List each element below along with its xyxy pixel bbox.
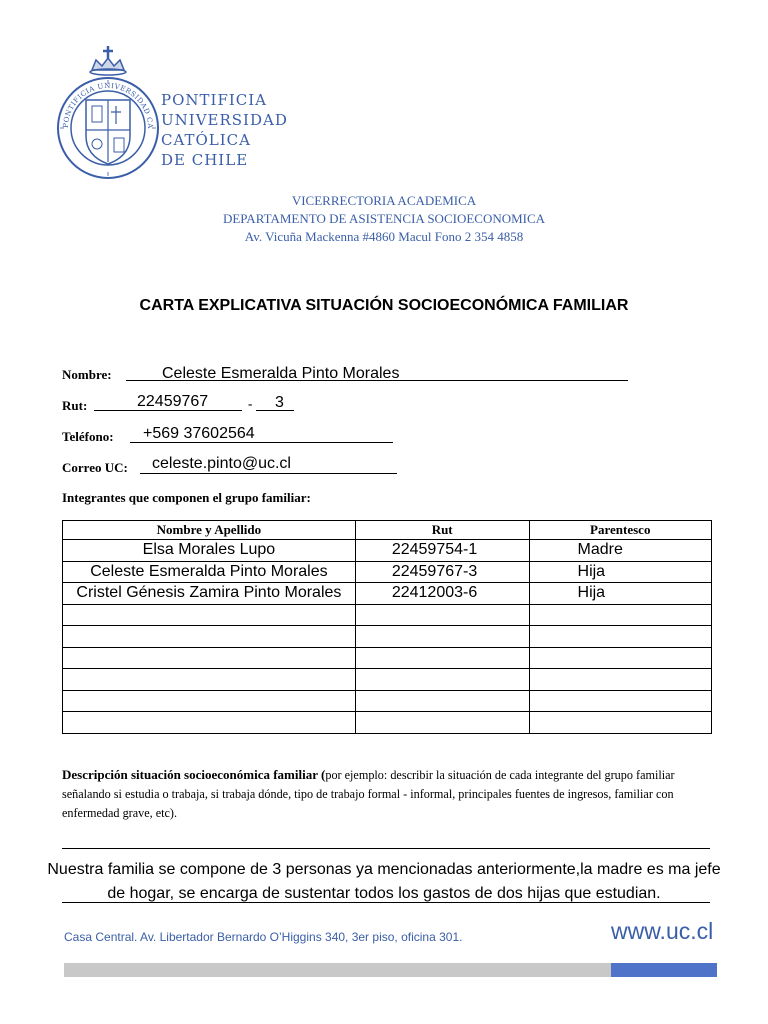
table-row xyxy=(63,712,712,734)
member-parentesco-cell[interactable] xyxy=(529,626,711,648)
member-parentesco-cell[interactable] xyxy=(529,712,711,734)
member-name-cell[interactable]: Celeste Esmeralda Pinto Morales xyxy=(63,561,356,583)
logo-line-3: CATÓLICA xyxy=(161,131,251,149)
table-row xyxy=(63,540,712,562)
header-line-3: Av. Vicuña Mackenna #4860 Macul Fono 2 354 4858 xyxy=(244,229,524,244)
university-seal-icon xyxy=(56,44,160,180)
member-rut-cell[interactable]: 22412003-6 xyxy=(355,583,529,605)
table-row xyxy=(63,626,712,648)
member-parentesco-cell[interactable] xyxy=(529,647,711,669)
footer-bar-gray xyxy=(64,963,611,977)
telefono-field[interactable]: +569 37602564 xyxy=(143,425,255,442)
nombre-field[interactable]: Celeste Esmeralda Pinto Morales xyxy=(162,365,400,382)
member-rut-cell[interactable] xyxy=(355,712,529,734)
table-row xyxy=(63,647,712,669)
answer-line-1: Nuestra familia se compone de 3 personas ya mencionadas anteriormente,la madre es ma jefe xyxy=(47,861,721,878)
member-name-cell[interactable] xyxy=(63,690,356,712)
svg-text:PONTIFICIA UNIVERSIDAD CATÓLIC: PONTIFICIA UNIVERSIDAD CA xyxy=(61,81,155,129)
document-title: CARTA EXPLICATIVA SITUACIÓN SOCIOECONÓMICA FAMILIAR xyxy=(139,297,629,314)
correo-underline xyxy=(140,473,397,474)
family-members-table xyxy=(62,520,712,734)
answer-line-2: de hogar, se encarga de sustentar todos los gastos de dos hijas que estudian. xyxy=(107,885,661,902)
members-label: Integrantes que componen el grupo familiar: xyxy=(62,490,311,505)
rut-separator: - xyxy=(248,396,253,411)
description-text: por ejemplo: describir la situación de cada integrante del grupo familiar señalando si estudia o trabaja, si trabaja dónde, tipo de trabajo formal - informal, principales fuentes de ingresos, familiar con enfermedad grave, etc). xyxy=(62,768,675,820)
member-rut-cell[interactable]: 22459767-3 xyxy=(355,561,529,583)
member-name-cell[interactable] xyxy=(63,669,356,691)
table-row xyxy=(63,669,712,691)
table-row xyxy=(63,604,712,626)
nombre-label: Nombre: xyxy=(62,367,112,382)
answer-underline-1 xyxy=(62,848,710,849)
member-parentesco-cell[interactable]: Madre xyxy=(529,540,711,562)
logo-line-4: DE CHILE xyxy=(161,151,249,169)
footer-website-link[interactable]: www.uc.cl xyxy=(611,918,714,944)
department-header xyxy=(0,192,768,246)
table-row xyxy=(63,583,712,605)
member-parentesco-cell[interactable] xyxy=(529,690,711,712)
member-parentesco-cell[interactable]: Hija xyxy=(529,583,711,605)
member-rut-cell[interactable] xyxy=(355,604,529,626)
member-parentesco-cell[interactable] xyxy=(529,669,711,691)
telefono-label: Teléfono: xyxy=(62,429,114,444)
column-header-rut: Rut xyxy=(355,521,529,540)
member-name-cell[interactable]: Elsa Morales Lupo xyxy=(63,540,356,562)
member-name-cell[interactable]: Cristel Génesis Zamira Pinto Morales xyxy=(63,583,356,605)
rut-label: Rut: xyxy=(62,398,88,413)
footer-bar-blue xyxy=(611,963,717,977)
member-rut-cell[interactable] xyxy=(355,690,529,712)
logo-line-2: UNIVERSIDAD xyxy=(161,111,288,129)
table-row xyxy=(63,561,712,583)
rut-field[interactable]: 22459767 xyxy=(137,393,209,410)
member-rut-cell[interactable] xyxy=(355,647,529,669)
table-row xyxy=(63,690,712,712)
column-header-name: Nombre y Apellido xyxy=(63,521,356,540)
member-rut-cell[interactable] xyxy=(355,626,529,648)
correo-label: Correo UC: xyxy=(62,460,128,475)
member-parentesco-cell[interactable] xyxy=(529,604,711,626)
member-name-cell[interactable] xyxy=(63,647,356,669)
university-name xyxy=(161,90,288,170)
member-rut-cell[interactable] xyxy=(355,669,529,691)
table-header-row xyxy=(63,521,712,540)
member-name-cell[interactable] xyxy=(63,712,356,734)
member-name-cell[interactable] xyxy=(63,626,356,648)
footer-address: Casa Central. Av. Libertador Bernardo O’Higgins 340, 3er piso, oficina 301. xyxy=(64,930,463,944)
column-header-parentesco: Parentesco xyxy=(529,521,711,540)
member-parentesco-cell[interactable]: Hija xyxy=(529,561,711,583)
description-instructions xyxy=(62,765,722,823)
logo-line-1: PONTIFICIA xyxy=(161,91,268,109)
header-line-1: VICERRECTORIA ACADEMICA xyxy=(291,193,477,208)
description-answer[interactable] xyxy=(0,858,768,906)
member-rut-cell[interactable]: 22459754-1 xyxy=(355,540,529,562)
correo-field[interactable]: celeste.pinto@uc.cl xyxy=(152,455,291,472)
rut-dv-field[interactable]: 3 xyxy=(275,394,284,411)
description-label: Descripción situación socioeconómica familiar ( xyxy=(62,767,326,782)
member-name-cell[interactable] xyxy=(63,604,356,626)
header-line-2: DEPARTAMENTO DE ASISTENCIA SOCIOECONOMICA xyxy=(222,211,546,226)
